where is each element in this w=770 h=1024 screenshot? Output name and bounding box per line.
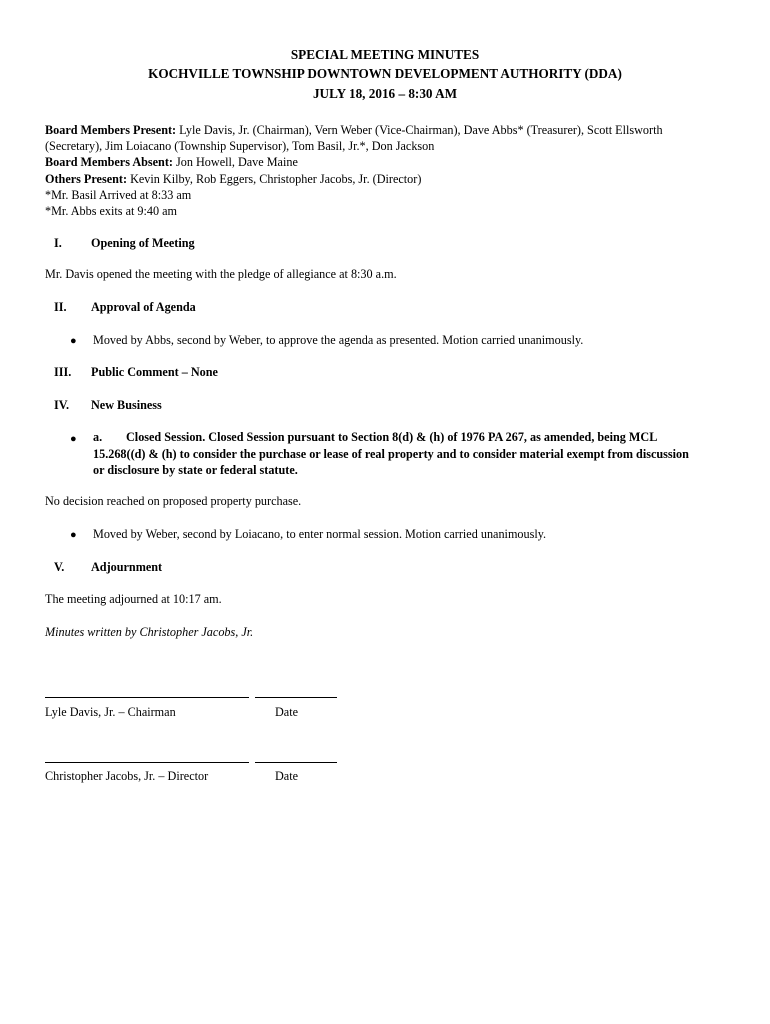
members-present-names: Lyle Davis, Jr. (Chairman), Vern Weber (Vice-Chairman), Dave Abbs* (Treasurer), Scott Ellsworth (176, 123, 663, 137)
minutes-author: Minutes written by Christopher Jacobs, Jr. (45, 625, 254, 639)
director-signature-label: Christopher Jacobs, Jr. – Director (45, 769, 209, 783)
agenda-motion: Moved by Abbs, second by Weber, to approve the agenda as presented. Motion carried unanimously. (93, 333, 584, 347)
closed-session-line3: or disclosure by state or federal statute. (93, 463, 298, 477)
section-number: III. (54, 365, 72, 379)
normal-session-motion: Moved by Weber, second by Loiacano, to enter normal session. Motion carried unanimously. (93, 527, 547, 541)
new-business-letter: a. (93, 430, 103, 444)
members-absent-names: Jon Howell, Dave Maine (172, 155, 298, 169)
members-present-line2: (Secretary), Jim Loiacano (Township Supervisor), Tom Basil, Jr.*, Don Jackson (45, 139, 435, 153)
members-present-line1 (45, 122, 663, 139)
document-title: SPECIAL MEETING MINUTES (290, 47, 480, 62)
signature-line-chairman (45, 697, 249, 698)
section-title: Adjournment (91, 560, 163, 574)
opening-paragraph: Mr. Davis opened the meeting with the pledge of allegiance at 8:30 a.m. (45, 267, 397, 281)
section-title: Public Comment – None (91, 365, 218, 379)
others-present-label: Others Present: (45, 172, 128, 186)
closed-session-line2: 15.268((d) & (h) to consider the purchase or lease of real property and to consider material exempt from discussion (93, 447, 689, 461)
members-present-label: Board Members Present: (45, 123, 177, 137)
section-title: Opening of Meeting (91, 236, 195, 250)
organization-name: KOCHVILLE TOWNSHIP DOWNTOWN DEVELOPMENT AUTHORITY (DDA) (148, 66, 622, 81)
section-number: I. (54, 236, 62, 250)
section-title: New Business (91, 398, 162, 412)
date-line-chairman (255, 697, 337, 698)
signature-line-director (45, 762, 249, 763)
section-number: IV. (54, 398, 70, 412)
no-decision-paragraph: No decision reached on proposed property purchase. (45, 494, 302, 508)
bullet-marker: ● (70, 433, 77, 445)
others-present (45, 171, 421, 188)
chairman-date-label: Date (275, 705, 299, 719)
attendance-note-basil: *Mr. Basil Arrived at 8:33 am (45, 188, 192, 202)
section-title: Approval of Agenda (91, 300, 196, 314)
director-date-label: Date (275, 769, 299, 783)
bullet-marker: ● (70, 529, 77, 541)
chairman-signature-label: Lyle Davis, Jr. – Chairman (45, 705, 176, 719)
others-present-names: Kevin Kilby, Rob Eggers, Christopher Jacobs, Jr. (Director) (127, 172, 422, 186)
adjournment-paragraph: The meeting adjourned at 10:17 am. (45, 592, 222, 606)
meeting-date: JULY 18, 2016 – 8:30 AM (312, 86, 458, 101)
attendance-note-abbs: *Mr. Abbs exits at 9:40 am (45, 204, 178, 218)
date-line-director (255, 762, 337, 763)
members-absent-label: Board Members Absent: (45, 155, 173, 169)
section-number: II. (54, 300, 67, 314)
closed-session-line1: Closed Session. Closed Session pursuant to Section 8(d) & (h) of 1976 PA 267, as amended, being MCL (126, 430, 658, 444)
members-absent (45, 154, 298, 171)
section-number: V. (54, 560, 65, 574)
bullet-marker: ● (70, 335, 77, 347)
